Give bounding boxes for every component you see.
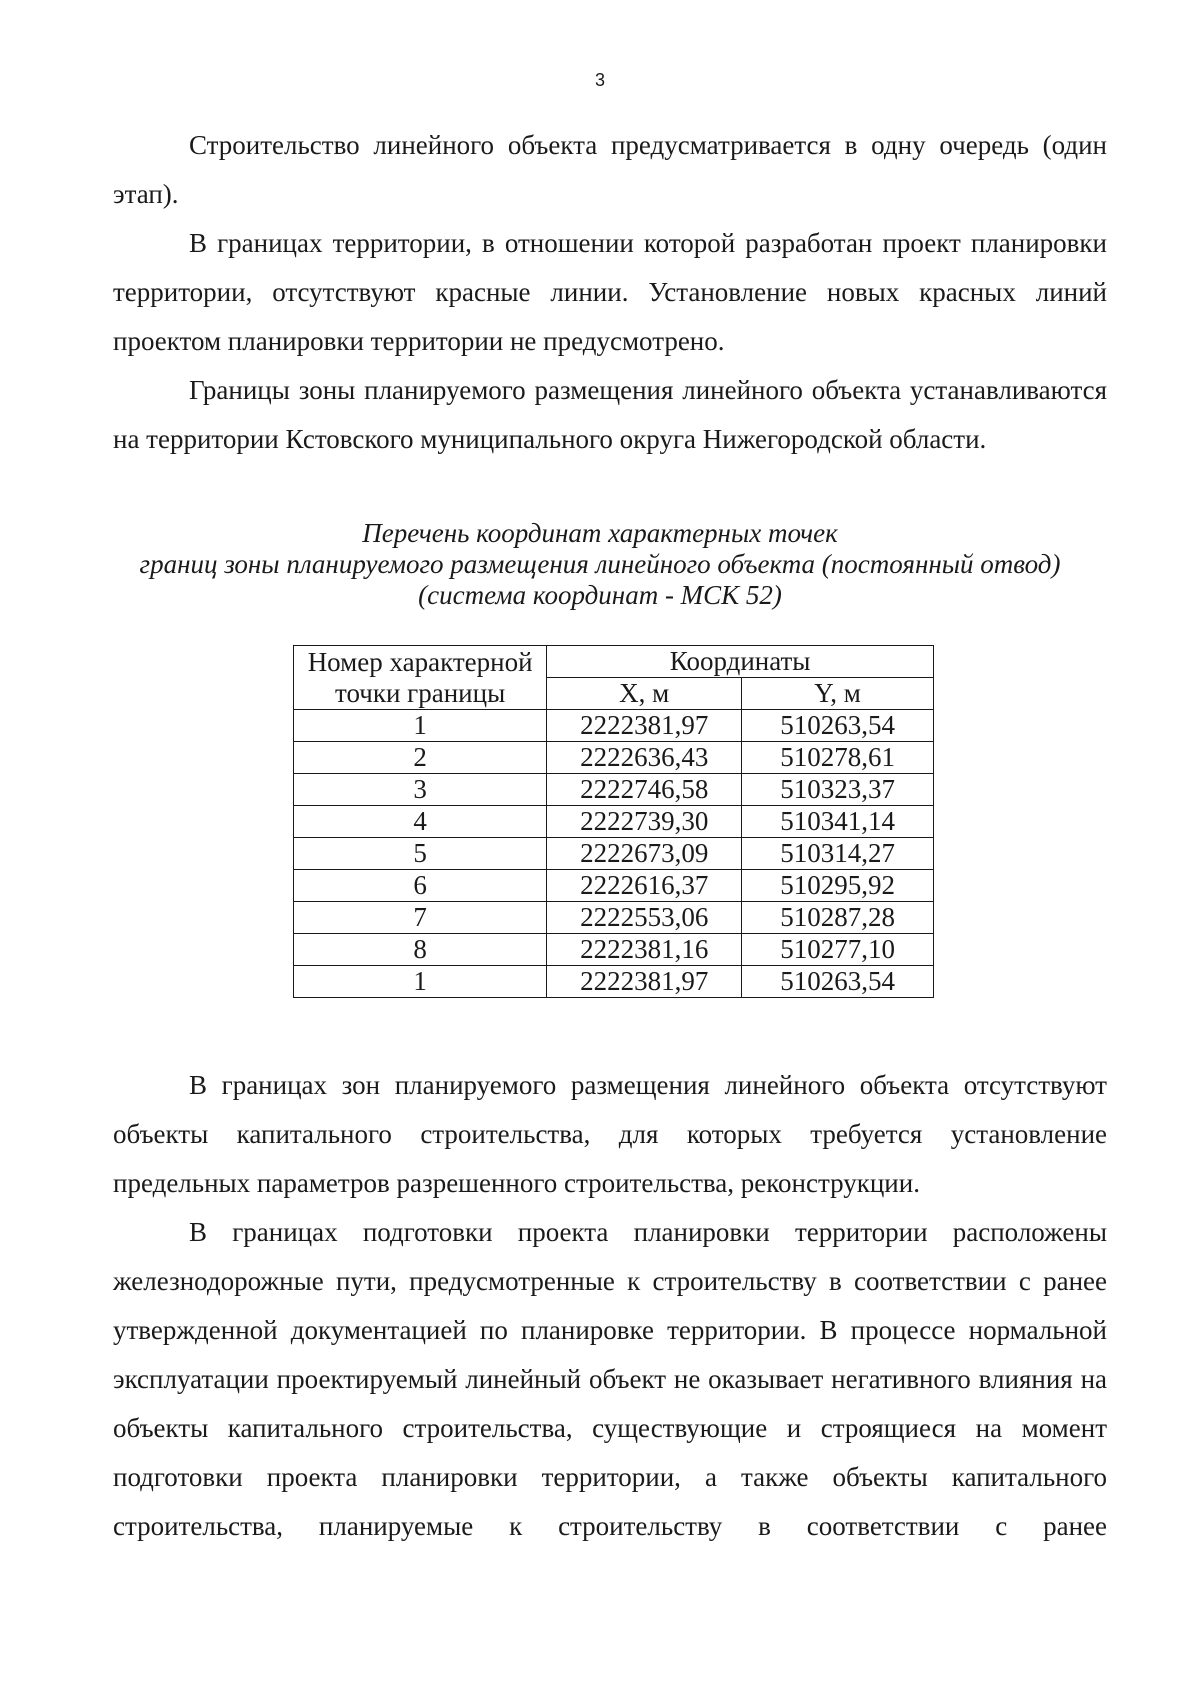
cell-point: 8 xyxy=(294,934,547,966)
header-x: X, м xyxy=(547,678,742,710)
cell-point: 3 xyxy=(294,774,547,806)
table-row xyxy=(294,806,934,838)
table-row xyxy=(294,742,934,774)
cell-point: 2 xyxy=(294,742,547,774)
paragraph-capital-objects: В границах зон планируемого размещения линейного объекта отсутствуют объекты капитального строительства, для которых требуется установление предельных параметров разрешенного строительства, реконструкции. xyxy=(113,1070,1107,1198)
cell-y: 510341,14 xyxy=(742,806,934,838)
cell-x: 2222739,30 xyxy=(547,806,742,838)
cell-y: 510277,10 xyxy=(742,934,934,966)
table-body xyxy=(294,710,934,998)
paragraph-red-lines: В границах территории, в отношении которой разработан проект планировки территории, отсутствуют красные линии. Установление новых красных линий проектом планировки территории не предусмотрено. xyxy=(113,228,1107,356)
cell-x: 2222381,97 xyxy=(547,966,742,998)
table-row xyxy=(294,870,934,902)
table-row xyxy=(294,934,934,966)
table-caption-line-3: (система координат - МСК 52) xyxy=(418,580,782,610)
table-row xyxy=(294,902,934,934)
cell-x: 2222381,97 xyxy=(547,710,742,742)
paragraph-zone-boundaries: Границы зоны планируемого размещения линейного объекта устанавливаются на территории Кстовского муниципального округа Нижегородской области. xyxy=(113,375,1107,454)
table-caption-line-1: Перечень координат характерных точек xyxy=(362,518,838,548)
paragraph-railway: В границах подготовки проекта планировки территории расположены железнодорожные пути, предусмотренные к строительству в соответствии с ранее утвержденной документацией по планировке территории. В процессе нормальной эксплуатации проектируемый линейный объект не оказывает негативного влияния на объекты капитального строительства, существующие и строящиеся на момент подготовки проекта планировки территории, а также объекты капитального строительства, планируемые к строительству в соответствии с ранее xyxy=(113,1217,1107,1541)
cell-x: 2222746,58 xyxy=(547,774,742,806)
table-row xyxy=(294,966,934,998)
cell-x: 2222636,43 xyxy=(547,742,742,774)
cell-x: 2222553,06 xyxy=(547,902,742,934)
cell-y: 510278,61 xyxy=(742,742,934,774)
table-caption-line-2: границ зоны планируемого размещения линейного объекта (постоянный отвод) xyxy=(139,549,1061,579)
paragraph-stages: Строительство линейного объекта предусматривается в одну очередь (один этап). xyxy=(113,130,1107,209)
cell-point: 5 xyxy=(294,838,547,870)
cell-y: 510263,54 xyxy=(742,710,934,742)
cell-point: 1 xyxy=(294,710,547,742)
table-row xyxy=(294,838,934,870)
cell-y: 510287,28 xyxy=(742,902,934,934)
text-block-top xyxy=(113,121,1107,464)
table-row xyxy=(294,774,934,806)
cell-y: 510323,37 xyxy=(742,774,934,806)
cell-y: 510263,54 xyxy=(742,966,934,998)
header-coordinates: Координаты xyxy=(547,646,934,678)
table-caption xyxy=(0,518,1200,611)
cell-x: 2222673,09 xyxy=(547,838,742,870)
table-row xyxy=(294,710,934,742)
cell-x: 2222616,37 xyxy=(547,870,742,902)
text-block-bottom xyxy=(113,1061,1107,1551)
cell-point: 6 xyxy=(294,870,547,902)
page-number: 3 xyxy=(594,70,605,90)
cell-point: 1 xyxy=(294,966,547,998)
cell-y: 510295,92 xyxy=(742,870,934,902)
table-header-row xyxy=(294,646,934,678)
cell-point: 7 xyxy=(294,902,547,934)
cell-y: 510314,27 xyxy=(742,838,934,870)
coordinates-table xyxy=(293,645,934,998)
cell-point: 4 xyxy=(294,806,547,838)
header-y: Y, м xyxy=(742,678,934,710)
header-point-number: Номер характерной точки границы xyxy=(294,646,547,710)
cell-x: 2222381,16 xyxy=(547,934,742,966)
